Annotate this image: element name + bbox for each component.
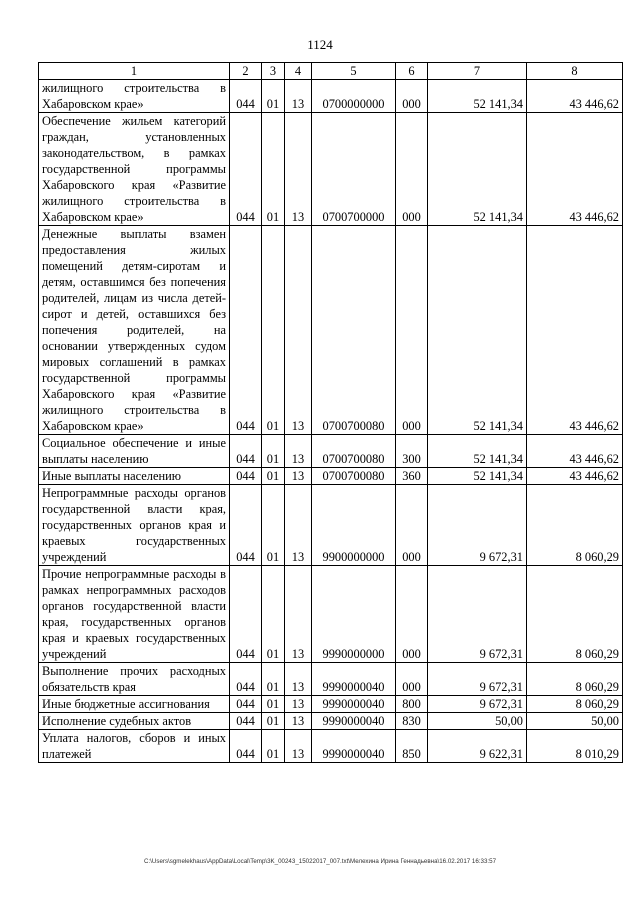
cell-subsection: 13 (285, 226, 312, 435)
cell-amount-8: 8 010,29 (527, 730, 623, 763)
row-name: Социальное обеспечение и иные выплаты населению (39, 435, 230, 468)
row-name: Выполнение прочих расходных обязательств края (39, 663, 230, 696)
table-row (39, 566, 623, 663)
cell-amount-8: 8 060,29 (527, 663, 623, 696)
cell-section: 01 (262, 226, 285, 435)
row-name: Денежные выплаты взамен предоставления жилых помещений детям-сиротам и детям, оставшимся без попечения родителей, лицам из числа детей-сирот и детей, оставшихся без попечения родителей, на основании утвержденных судом мировых соглашений в рамках государственной программы Хабаровского края «Развитие жилищного строительства в Хабаровском крае» (39, 226, 230, 435)
cell-target-item: 9990000040 (312, 730, 396, 763)
cell-amount-7: 52 141,34 (428, 80, 527, 113)
table-row (39, 113, 623, 226)
cell-section: 01 (262, 713, 285, 730)
cell-administrator: 044 (230, 468, 262, 485)
cell-target-item: 9990000040 (312, 663, 396, 696)
cell-section: 01 (262, 80, 285, 113)
table-row (39, 468, 623, 485)
column-header: 5 (312, 63, 396, 80)
cell-subsection: 13 (285, 566, 312, 663)
cell-administrator: 044 (230, 566, 262, 663)
row-name: Уплата налогов, сборов и иных платежей (39, 730, 230, 763)
page-number: 1124 (307, 37, 333, 52)
column-header: 7 (428, 63, 527, 80)
cell-target-item: 9990000000 (312, 566, 396, 663)
cell-administrator: 044 (230, 226, 262, 435)
file-path-footer: C:\Users\sgmelekhaus\AppData\Local\Temp\3K_00243_15022017_007.txt\Мелехина Ирина Геннадьевна\16.02.2017 16:33:57 (143, 858, 497, 865)
cell-amount-7: 52 141,34 (428, 435, 527, 468)
row-name: жилищного строительства в Хабаровском крае» (39, 80, 230, 113)
cell-amount-7: 9 672,31 (428, 696, 527, 713)
cell-administrator: 044 (230, 696, 262, 713)
cell-administrator: 044 (230, 713, 262, 730)
row-name: Иные выплаты населению (39, 468, 230, 485)
cell-subsection: 13 (285, 113, 312, 226)
cell-target-item: 9990000040 (312, 713, 396, 730)
cell-amount-8: 50,00 (527, 713, 623, 730)
cell-expense-type: 000 (396, 113, 428, 226)
cell-administrator: 044 (230, 435, 262, 468)
cell-administrator: 044 (230, 730, 262, 763)
column-header: 8 (527, 63, 623, 80)
cell-amount-7: 9 672,31 (428, 663, 527, 696)
cell-section: 01 (262, 663, 285, 696)
table-row (39, 226, 623, 435)
cell-amount-8: 8 060,29 (527, 566, 623, 663)
cell-expense-type: 360 (396, 468, 428, 485)
cell-expense-type: 000 (396, 80, 428, 113)
cell-administrator: 044 (230, 663, 262, 696)
table-row (39, 713, 623, 730)
cell-administrator: 044 (230, 113, 262, 226)
cell-administrator: 044 (230, 80, 262, 113)
cell-section: 01 (262, 566, 285, 663)
cell-target-item: 0700700080 (312, 468, 396, 485)
cell-target-item: 0700700080 (312, 226, 396, 435)
cell-amount-8: 43 446,62 (527, 113, 623, 226)
cell-expense-type: 000 (396, 566, 428, 663)
cell-amount-8: 8 060,29 (527, 696, 623, 713)
cell-expense-type: 000 (396, 663, 428, 696)
cell-section: 01 (262, 696, 285, 713)
cell-expense-type: 850 (396, 730, 428, 763)
cell-amount-8: 43 446,62 (527, 435, 623, 468)
cell-expense-type: 800 (396, 696, 428, 713)
table-row (39, 485, 623, 566)
row-name: Обеспечение жильем категорий граждан, установленных законодательством, в рамках государственной программы Хабаровского края «Развитие жилищного строительства в Хабаровском крае» (39, 113, 230, 226)
cell-amount-7: 52 141,34 (428, 226, 527, 435)
cell-expense-type: 000 (396, 226, 428, 435)
cell-amount-7: 52 141,34 (428, 468, 527, 485)
cell-subsection: 13 (285, 663, 312, 696)
table-row (39, 663, 623, 696)
cell-administrator: 044 (230, 485, 262, 566)
cell-target-item: 9990000040 (312, 696, 396, 713)
cell-target-item: 0700700080 (312, 435, 396, 468)
table-row (39, 730, 623, 763)
budget-table (38, 62, 623, 763)
cell-section: 01 (262, 730, 285, 763)
cell-expense-type: 000 (396, 485, 428, 566)
column-header: 4 (285, 63, 312, 80)
cell-section: 01 (262, 435, 285, 468)
table-header-row (39, 63, 623, 80)
column-header: 6 (396, 63, 428, 80)
cell-target-item: 0700700000 (312, 113, 396, 226)
cell-target-item: 0700000000 (312, 80, 396, 113)
row-name: Исполнение судебных актов (39, 713, 230, 730)
cell-amount-7: 9 672,31 (428, 485, 527, 566)
cell-subsection: 13 (285, 468, 312, 485)
row-name: Прочие непрограммные расходы в рамках непрограммных расходов органов государственной власти края, государственных органов края и краевых государственных учреждений (39, 566, 230, 663)
cell-amount-7: 9 672,31 (428, 566, 527, 663)
cell-subsection: 13 (285, 435, 312, 468)
cell-section: 01 (262, 113, 285, 226)
cell-amount-7: 50,00 (428, 713, 527, 730)
cell-section: 01 (262, 485, 285, 566)
column-header: 2 (230, 63, 262, 80)
cell-subsection: 13 (285, 696, 312, 713)
cell-amount-8: 43 446,62 (527, 80, 623, 113)
cell-amount-8: 8 060,29 (527, 485, 623, 566)
column-header: 1 (39, 63, 230, 80)
table-row (39, 696, 623, 713)
column-header: 3 (262, 63, 285, 80)
row-name: Иные бюджетные ассигнования (39, 696, 230, 713)
cell-subsection: 13 (285, 713, 312, 730)
row-name: Непрограммные расходы органов государственной власти края, государственных органов края и краевых государственных учреждений (39, 485, 230, 566)
cell-amount-7: 9 622,31 (428, 730, 527, 763)
cell-amount-7: 52 141,34 (428, 113, 527, 226)
cell-target-item: 9900000000 (312, 485, 396, 566)
cell-expense-type: 830 (396, 713, 428, 730)
table-row (39, 80, 623, 113)
cell-subsection: 13 (285, 485, 312, 566)
cell-subsection: 13 (285, 80, 312, 113)
cell-amount-8: 43 446,62 (527, 468, 623, 485)
cell-subsection: 13 (285, 730, 312, 763)
cell-amount-8: 43 446,62 (527, 226, 623, 435)
table-row (39, 435, 623, 468)
cell-expense-type: 300 (396, 435, 428, 468)
cell-section: 01 (262, 468, 285, 485)
